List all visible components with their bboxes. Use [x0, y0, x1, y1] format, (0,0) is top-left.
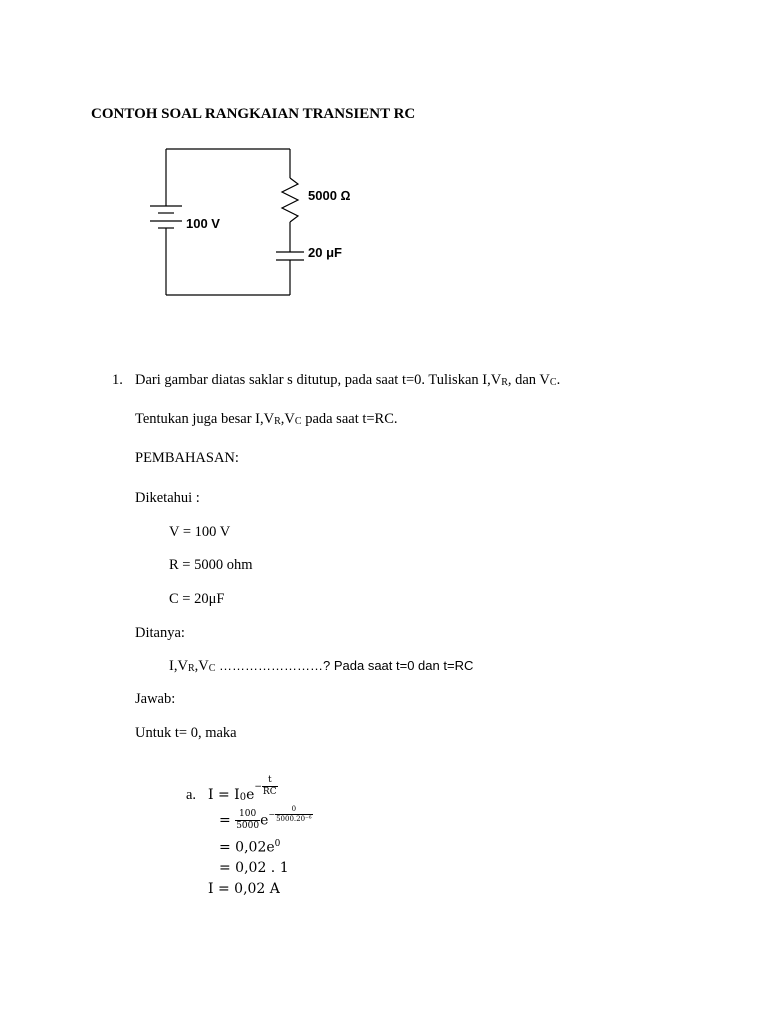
capacitor-label: 20 μF [308, 245, 342, 260]
resistor-zigzag [282, 178, 298, 222]
resistor-label: 5000 Ω [308, 188, 351, 203]
equation-line-2: = $\frac{100}{5000}$ $e^{- \frac{0}{\text{5000.20⁻⁶}}}$ [219, 805, 312, 831]
problem-line-2: Tentukan juga besar $I,V_R,V_C$ pada saat t=RC. [135, 411, 398, 427]
jawab-heading: Jawab: [135, 691, 176, 707]
equation-line-3: = $0,02e^0$ [219, 839, 281, 856]
diketahui-heading: Diketahui : [135, 490, 200, 506]
ditanya-heading: Ditanya: [135, 625, 185, 641]
given-capacitance: C = 20μF [169, 591, 225, 607]
ditanya-line: $I,V_R,V_C$ ……………………? Pada saat t=0 dan t=RC [169, 658, 474, 674]
untuk-line: Untuk t= 0, maka [135, 725, 237, 741]
given-resistance: R = 5000 ohm [169, 557, 253, 573]
equation-line-4: = 0,02 . 1 [219, 860, 289, 876]
battery-label: 100 V [186, 216, 220, 231]
problem-line-1: Dari gambar diatas saklar s ditutup, pada saat t=0. Tuliskan $I,V_R$, dan $V_C$. [135, 372, 561, 388]
rc-circuit-diagram [140, 140, 380, 310]
solution-item-label: a. [186, 787, 197, 803]
given-voltage: V = 100 V [169, 524, 231, 540]
problem-number: 1. [112, 372, 123, 388]
pembahasan-heading: PEMBAHASAN: [135, 450, 239, 466]
equation-line-1: $I = I_0e^{- \frac{t}{RC}}$ [208, 775, 277, 803]
document-title: CONTOH SOAL RANGKAIAN TRANSIENT RC [91, 106, 416, 122]
equation-line-5: I = 0,02 A [208, 881, 280, 897]
